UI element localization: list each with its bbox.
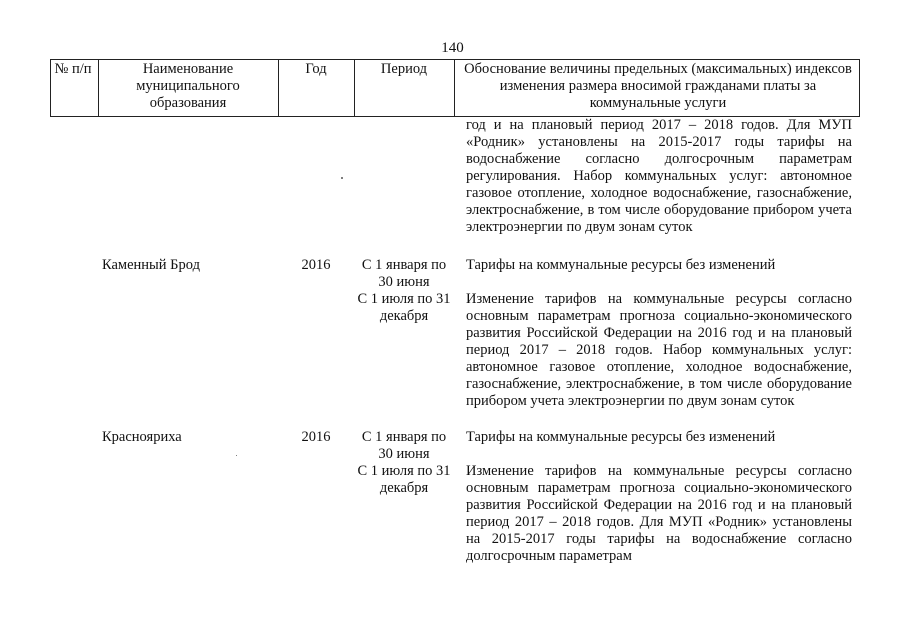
municipality-name: Краснояриха xyxy=(102,429,182,445)
continuation-text: год и на плановый период 2017 – 2018 годов. Для МУП «Родник» установлены на 2015-2017 годы тарифы на водоснабжение согласно долгосрочным параметрам регулирования. Набор коммунальных услуг: автономное газовое отопление, холодное водоснабжение, газоснабжение, электроснабжение, в том числе оборудование прибором учета электроэнергии по двум зонам суток xyxy=(466,117,852,235)
column-divider xyxy=(98,59,99,117)
table-top-rule xyxy=(50,59,860,60)
period-cell: С 1 июля по 31 декабря xyxy=(357,291,451,324)
column-divider xyxy=(859,59,860,117)
header-year: Год xyxy=(305,61,327,77)
year-cell: 2016 xyxy=(301,257,331,273)
page-number: 140 xyxy=(441,40,464,56)
basis-cell: Изменение тарифов на коммунальные ресурсы согласно основным параметрам прогноза социально-экономического развития Российской Федерации на 2016 год и на плановый период 2017 – 2018 годов. Для МУП «Родник» установлены на 2015-2017 годы тарифы на водоснабжение согласно долгосрочным параметрам xyxy=(466,463,852,564)
basis-cell: Тарифы на коммунальные ресурсы без изменений xyxy=(466,257,776,273)
basis-cell: Изменение тарифов на коммунальные ресурсы согласно основным параметрам прогноза социально-экономического развития Российской Федерации на 2016 год и на плановый период 2017 – 2018 годов. Набор коммунальных услуг: автономное газовое отопление, холодное водоснабжение, газоснабжение, электроснабжение, в том числе оборудование прибором учета электроэнергии по двум зонам суток xyxy=(466,291,852,409)
period-cell: С 1 июля по 31 декабря xyxy=(357,463,451,496)
header-basis: Обоснование величины предельных (максимальных) индексов изменения размера вносимой гражданами платы за коммунальные услуги xyxy=(464,61,852,111)
column-divider xyxy=(278,59,279,117)
scan-speck xyxy=(341,177,343,179)
header-municipality: Наименование муниципального образования xyxy=(136,61,240,111)
column-divider xyxy=(454,59,455,117)
municipality-name: Каменный Брод xyxy=(102,257,200,273)
period-cell: С 1 января по 30 июня xyxy=(361,429,447,462)
basis-cell: Тарифы на коммунальные ресурсы без изменений xyxy=(466,429,776,445)
scan-speck xyxy=(236,455,237,456)
header-number: № п/п xyxy=(54,61,92,77)
column-divider xyxy=(50,59,51,117)
column-divider xyxy=(354,59,355,117)
year-cell: 2016 xyxy=(301,429,331,445)
header-period: Период xyxy=(380,61,428,77)
period-cell: С 1 января по 30 июня xyxy=(361,257,447,290)
